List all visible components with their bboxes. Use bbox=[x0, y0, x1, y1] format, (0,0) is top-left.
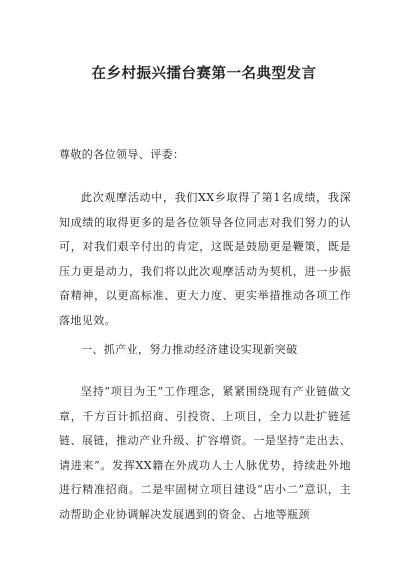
section-heading: 一、抓产业，努力推动经济建设实现新突破 bbox=[81, 343, 298, 356]
body-paragraph: 此次观摩活动中，我们XX乡取得了第1名成绩，我深知成绩的取得更多的是各位领导各位同志对我们努力的认可，对我们艰辛付出的肯定，这既是鼓励更是鞭策，既是压力更是动力，我们将以此次观摩活动为契机，进一步振奋精神，以更高标准、更大力度、更实举措推动各项工作落地见效。 bbox=[59, 191, 351, 327]
body-paragraph: 坚持“项目为王”工作理念，紧紧围绕现有产业链做文章，千方百计抓招商、引投资、上项目，全力以赴扩链延链、展链，推动产业升级、扩容增资。一是坚持“走出去、请进来”。发挥XX籍在外成功人士人脉优势，持续赴外地进行精准招商。二是牢固树立项目建设“店小二”意识，主动帮助企业协调解决发展遇到的资金、占地等瓶颈 bbox=[59, 385, 351, 521]
document-title: 在乡村振兴擂台赛第一名典型发言 bbox=[91, 66, 317, 82]
salutation: 尊敬的各位领导、评委： bbox=[59, 148, 185, 161]
